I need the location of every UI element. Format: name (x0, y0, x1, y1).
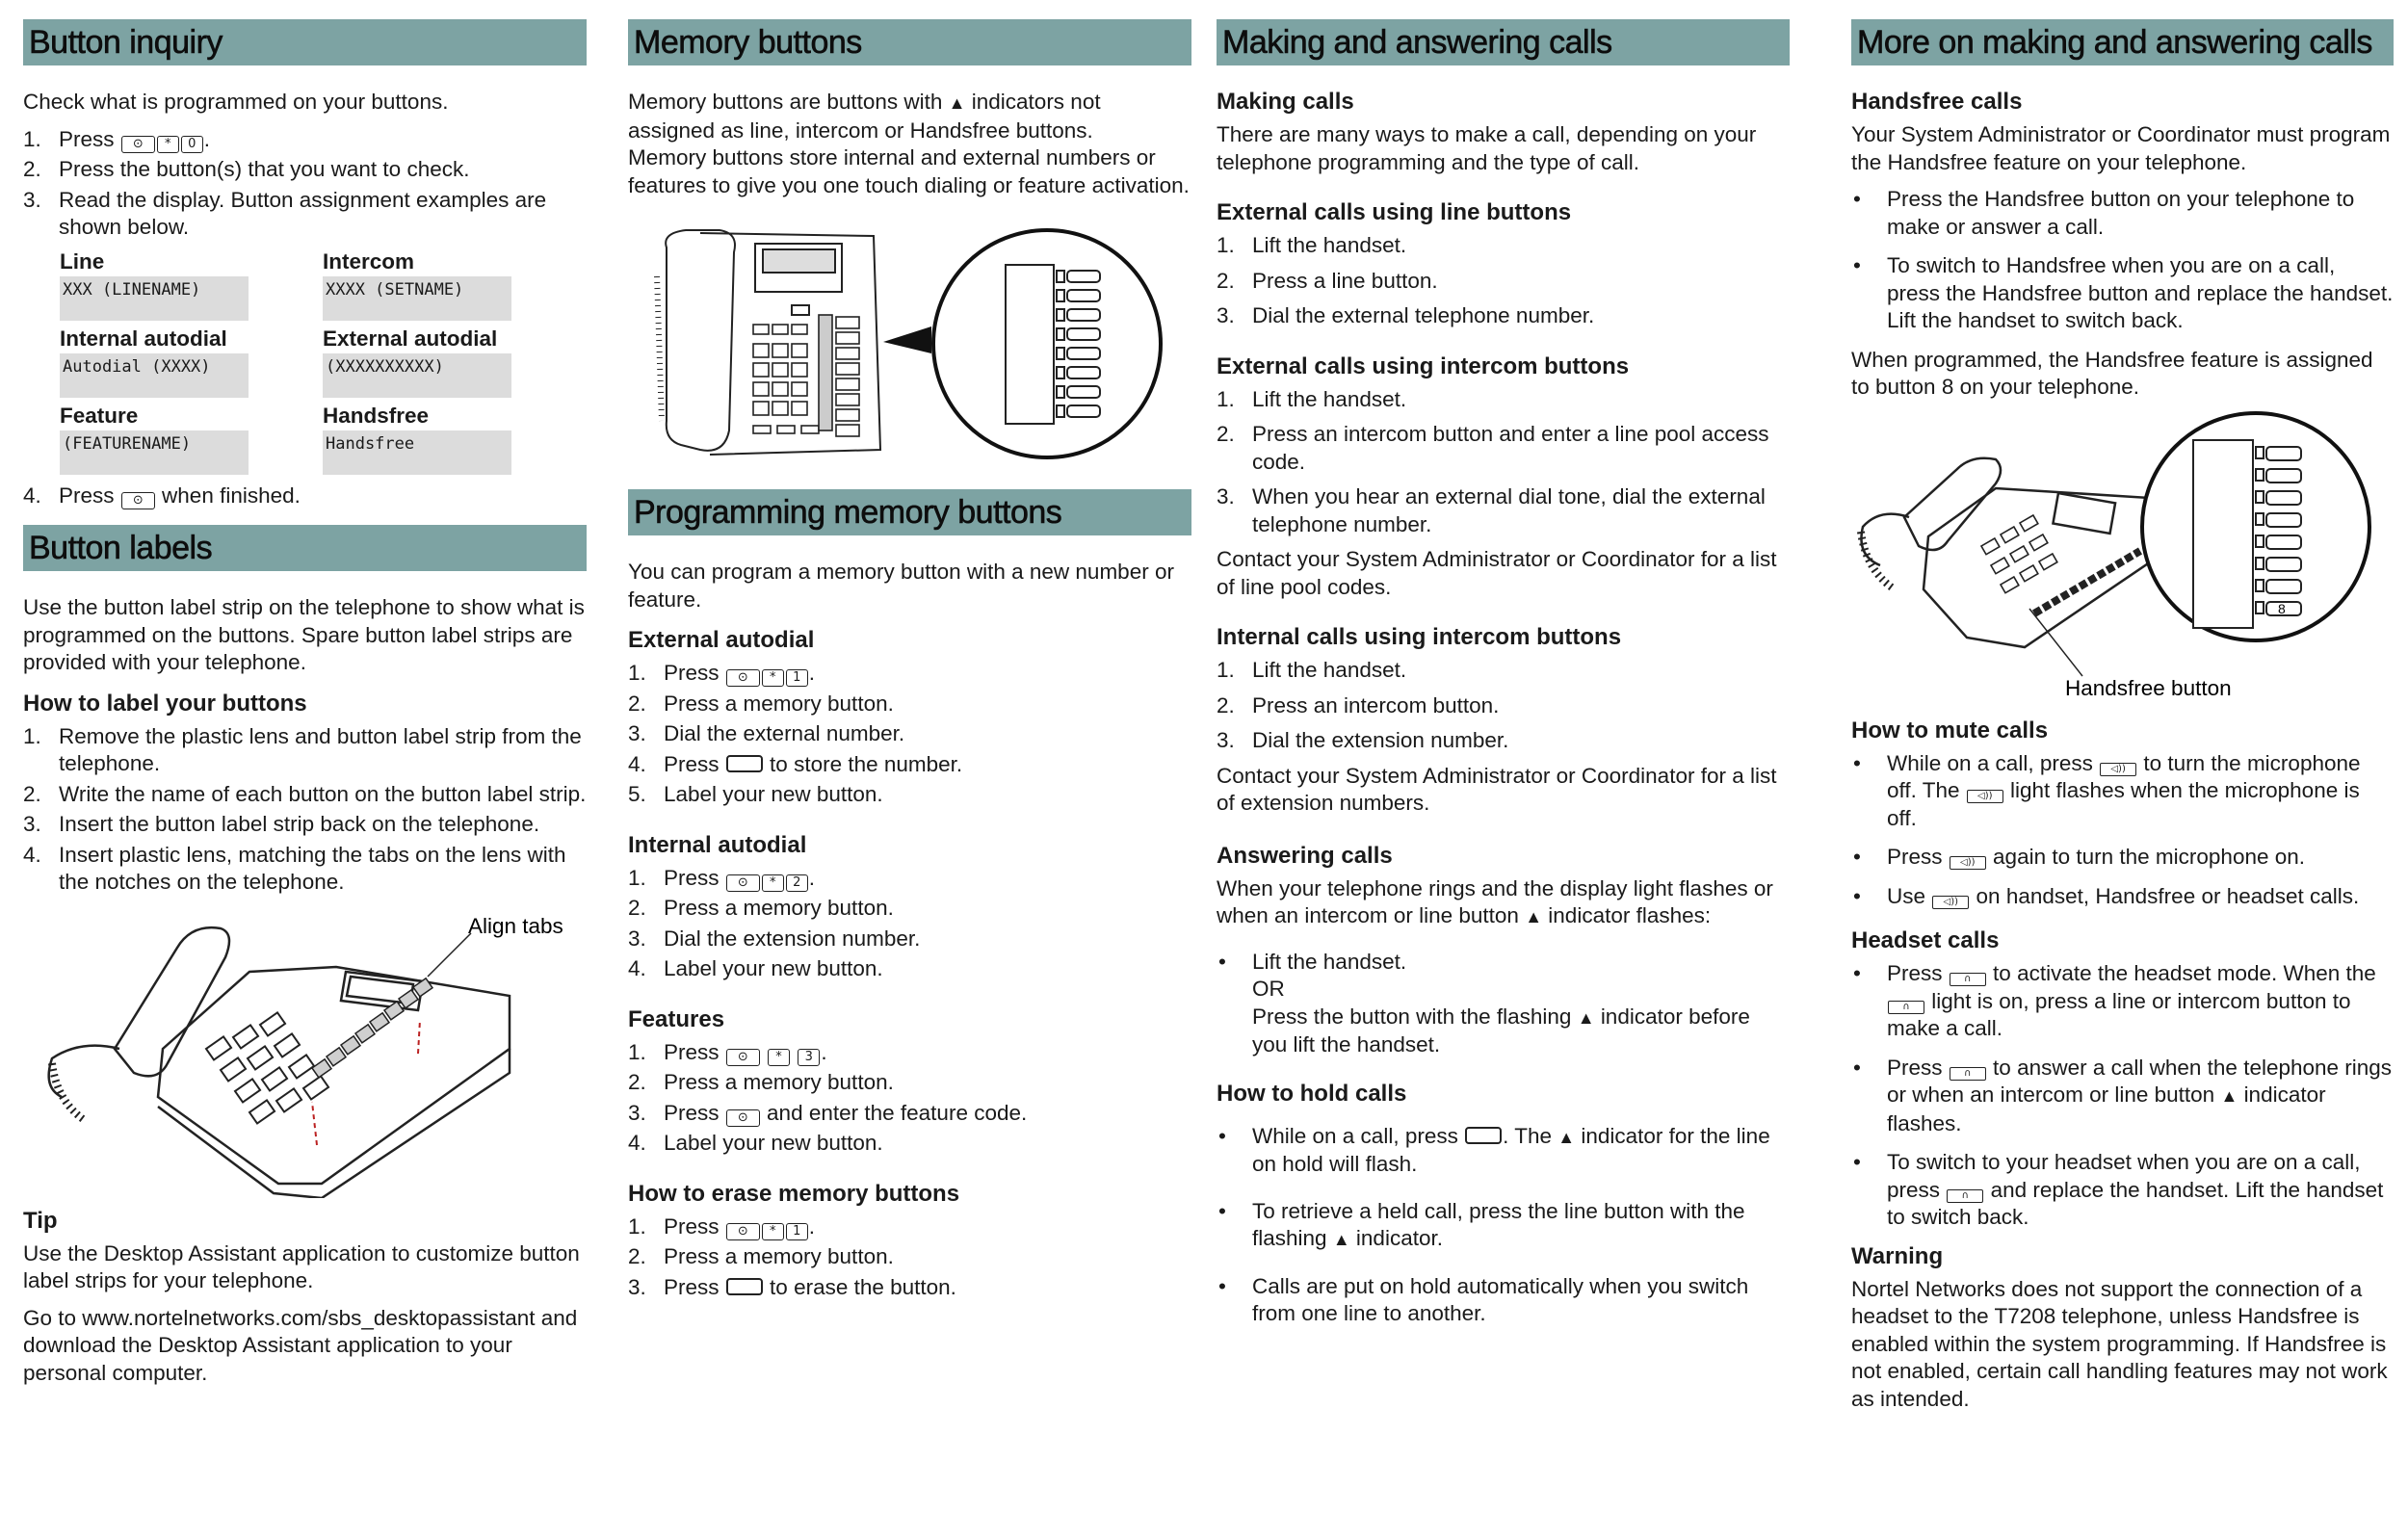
section-header-programming: Programming memory buttons (628, 489, 1191, 535)
list-item: 2. Press an intercom button and enter a line pool access code. (1217, 422, 1769, 474)
list-item: 1. Lift the handset. (1217, 233, 1407, 257)
indicator-triangle-icon: ▲ (1557, 1127, 1576, 1147)
list-item: 2. Press an intercom button. (1217, 692, 1500, 717)
inquiry-steps (23, 126, 587, 242)
column-2 (628, 19, 1191, 1309)
headset-key-icon: ∩ (1950, 973, 1986, 986)
inquiry-intro: Check what is programmed on your buttons. (23, 90, 449, 114)
list-item: 1. Press ⊙ * 1 . (628, 1213, 816, 1239)
list-item: 1. Press ⊙ * 2 . (628, 865, 816, 890)
list-item: 2. Press a memory button. (628, 1070, 894, 1094)
feature-key-icon: ⊙ (121, 136, 155, 153)
making-calls-heading: Making calls (1217, 89, 1354, 115)
section-header-memory-buttons: Memory buttons (628, 19, 1191, 65)
hold-key-icon (1465, 1127, 1502, 1144)
list-item: 3. Dial the extension number. (628, 926, 921, 951)
display-readout: Handsfree (323, 430, 511, 475)
star-key-icon: * (768, 1049, 790, 1066)
column-3 (1217, 19, 1790, 1340)
making-calls-text: There are many ways to make a call, depending on your telephone programming and the type of call. (1217, 122, 1757, 174)
three-key-icon: 3 (798, 1049, 820, 1066)
tip-heading: Tip (23, 1207, 58, 1234)
list-item: • Press ∩ to answer a call when the telephone rings or when an intercom or line button ▲ indicator flashes. (1851, 1055, 2394, 1138)
handsfree-phone-illustration (1851, 411, 2394, 700)
list-item: 1. Lift the handset. (1217, 386, 1407, 411)
indicator-triangle-icon: ▲ (2220, 1086, 2238, 1106)
display-readout: (XXXXXXXXXX) (323, 353, 511, 398)
list-item: 1. Press ⊙ * 3 . (628, 1039, 827, 1064)
section-header-button-labels: Button labels (23, 525, 587, 571)
handsfree-intro: Your System Administrator or Coordinator must program the Handsfree feature on your telephone. (1851, 122, 2391, 174)
answering-bullets (1217, 949, 1790, 1059)
list-item: • To switch to your headset when you are on a call, press ∩ and replace the handset. Lift the handset to switch back. (1851, 1149, 2394, 1232)
list-item: • Press ◁)) again to turn the microphone on. (1851, 844, 2394, 872)
label-strip-phone-illustration (23, 904, 587, 1198)
internal-autodial-steps (628, 865, 1191, 983)
display-readout: XXX (LINENAME) (60, 276, 249, 321)
star-key-icon: * (762, 1223, 784, 1240)
list-item: 5. Label your new button. (628, 782, 883, 806)
list-item: 3. Press ⊙ and enter the feature code. (628, 1100, 1028, 1125)
indicator-triangle-icon: ▲ (1332, 1230, 1350, 1249)
hold-bullets (1217, 1123, 1790, 1328)
int-intercom-steps (1217, 657, 1790, 755)
features-steps (628, 1039, 1191, 1158)
feature-key-icon: ⊙ (726, 874, 760, 892)
memory-buttons-phone-illustration (628, 209, 1191, 464)
int-intercom-heading: Internal calls using intercom buttons (1217, 624, 1622, 650)
align-tabs-callout: Align tabs (468, 913, 563, 938)
one-key-icon: 1 (786, 669, 808, 687)
list-item: 4. Press to store the number. (628, 751, 963, 776)
headset-key-icon: ∩ (1888, 1001, 1924, 1014)
display-example: Internal autodial Autodial (XXXX) (60, 326, 323, 398)
memory-p1: Memory buttons are buttons with ▲ indicators not assigned as line, intercom or Handsfree buttons. (628, 90, 1101, 143)
headset-key-icon: ∩ (1950, 1067, 1986, 1081)
ext-intercom-steps (1217, 386, 1790, 539)
warning-text: Nortel Networks does not support the connection of a headset to the T7208 telephone, unless Handsfree is enabled within the system programming. If Handsfree is not enabled, certain call handling features may not work as intended. (1851, 1276, 2388, 1411)
label-steps (23, 723, 587, 897)
list-item: 3. Dial the external number. (628, 721, 905, 745)
ext-line-steps (1217, 232, 1790, 330)
list-item: 2. Press a memory button. (628, 691, 894, 716)
ext-intercom-note: Contact your System Administrator or Coordinator for a list of line pool codes. (1217, 547, 1777, 599)
list-item: • To retrieve a held call, press the line button with the flashing ▲ indicator. (1217, 1198, 1790, 1254)
tip-text-2: Go to www.nortelnetworks.com/sbs_desktopassistant and download the Desktop Assistant application to your personal computer. (23, 1305, 578, 1385)
list-item: • While on a call, press . The ▲ indicator for the line on hold will flash. (1217, 1123, 1790, 1179)
list-item: • Press the Handsfree button on your telephone to make or answer a call. (1851, 186, 2394, 241)
list-item: • Use ◁)) on handset, Handsfree or headset calls. (1851, 883, 2394, 911)
feature-key-icon: ⊙ (726, 1223, 760, 1240)
display-readout: XXXX (SETNAME) (323, 276, 511, 321)
mute-key-icon: ◁)) (1967, 790, 2003, 803)
list-item: • To switch to Handsfree when you are on a call, press the Handsfree button and replace the handset. Lift the handset to switch back. (1851, 252, 2394, 335)
hold-heading: How to hold calls (1217, 1080, 1407, 1107)
mute-bullets (1851, 750, 2394, 911)
features-heading: Features (628, 1005, 725, 1032)
section-header-making-answering: Making and answering calls (1217, 19, 1790, 65)
answering-heading: Answering calls (1217, 842, 1393, 869)
indicator-triangle-icon: ▲ (1525, 907, 1543, 926)
list-item: • Lift the handset. OR Press the button with the flashing ▲ indicator before you lift the handset. (1217, 949, 1790, 1059)
list-item: 4. Label your new button. (628, 956, 883, 980)
list-item: 3. Insert the button label strip back on the telephone. (23, 812, 540, 836)
answering-text: When your telephone rings and the display light flashes or when an intercom or line button ▲ indicator flashes: (1217, 875, 1773, 927)
list-item: 4. Insert plastic lens, matching the tabs on the lens with the notches on the telephone. (23, 842, 566, 894)
feature-key-icon: ⊙ (726, 669, 760, 687)
column-4 (1851, 19, 2394, 1422)
list-item: 3. Read the display. Button assignment examples are shown below. (23, 187, 547, 239)
list-item: 4. Label your new button. (628, 1131, 883, 1155)
list-item: 3. Dial the external telephone number. (1217, 303, 1595, 327)
external-autodial-heading: External autodial (628, 627, 815, 653)
column-1 (23, 19, 587, 1396)
hold-key-icon (726, 1278, 763, 1295)
indicator-triangle-icon: ▲ (1577, 1007, 1595, 1028)
mute-key-icon: ◁)) (2100, 763, 2136, 776)
erase-memory-heading: How to erase memory buttons (628, 1180, 960, 1207)
headset-bullets (1851, 960, 2394, 1232)
zero-key-icon: 0 (181, 136, 203, 153)
button-8-label: 8 (2278, 600, 2286, 616)
warning-heading: Warning (1851, 1242, 1944, 1269)
list-item: 2. Press the button(s) that you want to check. (23, 157, 470, 181)
programming-intro: You can program a memory button with a new number or feature. (628, 560, 1174, 612)
list-item: • Press ∩ to activate the headset mode. When the ∩ light is on, press a line or intercom button to make a call. (1851, 960, 2394, 1043)
int-intercom-note: Contact your System Administrator or Coordinator for a list of extension numbers. (1217, 763, 1777, 815)
mute-heading: How to mute calls (1851, 717, 2049, 743)
list-item: 3. When you hear an external dial tone, dial the external telephone number. (1217, 484, 1766, 536)
handsfree-bullets (1851, 186, 2394, 335)
list-item: 3. Press to erase the button. (628, 1274, 956, 1299)
ext-line-heading: External calls using line buttons (1217, 199, 1572, 225)
labels-intro: Use the button label strip on the telephone to show what is programmed on the buttons. Spare button label strips are provided with your telephone. (23, 595, 585, 674)
display-examples (60, 249, 587, 475)
external-autodial-steps (628, 660, 1191, 809)
howto-label-heading: How to label your buttons (23, 690, 307, 717)
list-item: 1. Press ⊙ * 1 . (628, 661, 816, 685)
display-example: Feature (FEATURENAME) (60, 404, 323, 475)
star-key-icon: * (762, 669, 784, 687)
display-example: External autodial (XXXXXXXXXX) (323, 326, 515, 398)
headset-key-icon: ∩ (1947, 1189, 1983, 1203)
display-readout: Autodial (XXXX) (60, 353, 249, 398)
display-example: Handsfree Handsfree (323, 404, 515, 475)
one-key-icon: 1 (786, 1223, 808, 1240)
ext-intercom-heading: External calls using intercom buttons (1217, 352, 1630, 379)
two-key-icon: 2 (786, 874, 808, 892)
indicator-triangle-icon: ▲ (948, 93, 966, 113)
list-item: 3. Dial the extension number. (1217, 728, 1509, 752)
tip-text-1: Use the Desktop Assistant application to customize button label strips for your telephone. (23, 1240, 580, 1292)
inquiry-step-4 (23, 483, 587, 510)
display-example: Intercom XXXX (SETNAME) (323, 249, 515, 321)
handsfree-note: When programmed, the Handsfree feature is assigned to button 8 on your telephone. (1851, 347, 2373, 399)
feature-key-icon: ⊙ (121, 492, 155, 509)
mute-key-icon: ◁)) (1932, 896, 1969, 909)
list-item: • While on a call, press ◁)) to turn the microphone off. The ◁)) light flashes when the microphone is off. (1851, 750, 2394, 833)
handsfree-button-caption: Handsfree button (2065, 675, 2232, 700)
list-item: 4. Press ⊙ when finished. (23, 483, 301, 508)
mute-key-icon: ◁)) (1950, 856, 1986, 870)
headset-heading: Headset calls (1851, 927, 2000, 953)
feature-key-icon: ⊙ (726, 1109, 760, 1127)
list-item: 2. Press a memory button. (628, 896, 894, 920)
star-key-icon: * (762, 874, 784, 892)
list-item: 1. Press ⊙ * 0 . (23, 126, 211, 151)
section-header-more-calls: More on making and answering calls (1851, 19, 2394, 65)
list-item: 1. Remove the plastic lens and button label strip from the telephone. (23, 723, 582, 775)
handsfree-heading: Handsfree calls (1851, 89, 2023, 115)
hold-key-icon (726, 755, 763, 772)
list-item: 2. Press a line button. (1217, 268, 1438, 293)
list-item: 1. Lift the handset. (1217, 658, 1407, 682)
list-item: 2. Write the name of each button on the button label strip. (23, 781, 587, 806)
display-example: Line XXX (LINENAME) (60, 249, 323, 321)
display-readout: (FEATURENAME) (60, 430, 249, 475)
memory-p2: Memory buttons store internal and external numbers or features to give you one touch dialing or feature activation. (628, 145, 1190, 197)
internal-autodial-heading: Internal autodial (628, 831, 807, 858)
feature-key-icon: ⊙ (726, 1049, 760, 1066)
section-header-button-inquiry: Button inquiry (23, 19, 587, 65)
erase-steps (628, 1213, 1191, 1302)
list-item: 2. Press a memory button. (628, 1244, 894, 1268)
star-key-icon: * (157, 136, 179, 153)
list-item: • Calls are put on hold automatically when you switch from one line to another. (1217, 1273, 1790, 1328)
